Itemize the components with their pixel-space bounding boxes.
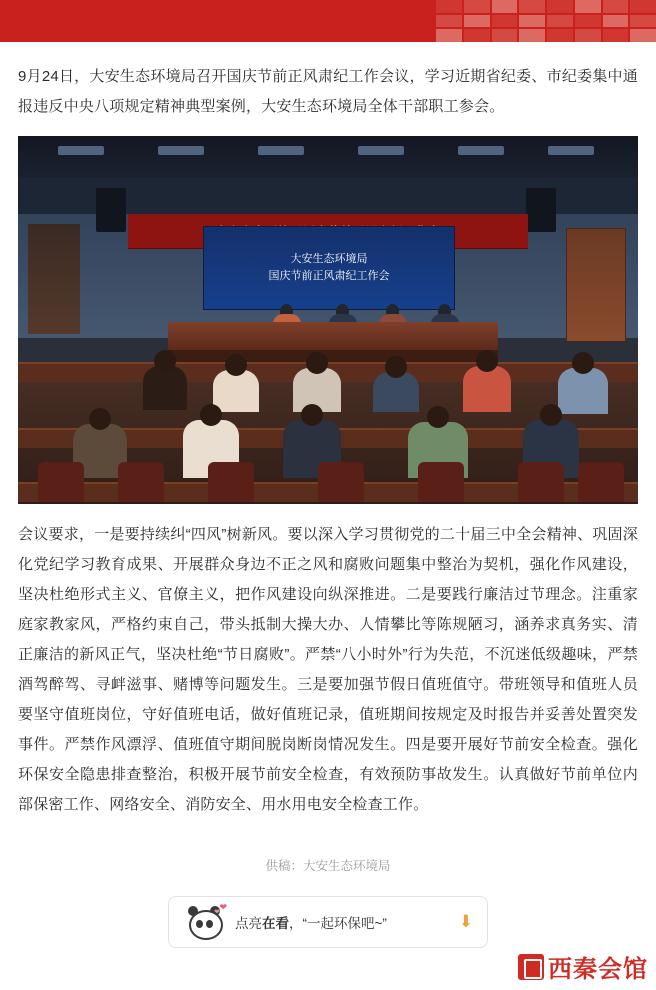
photo-side-door-right [566, 228, 626, 342]
cta-text-bold: 在看 [262, 916, 289, 931]
watermark-text: 西秦会馆 [548, 956, 648, 983]
cta-text-prefix: 点亮 [235, 916, 262, 931]
cta-text [235, 912, 387, 932]
down-arrow-icon: ⬇ [458, 912, 473, 931]
cta-text-suffix: ，“一起环保吧~” [289, 916, 387, 931]
wow-cta-button[interactable] [168, 896, 488, 948]
panda-icon: ❤ ❤ [183, 902, 229, 942]
article-paragraph-2: 会议要求，一是要持续纠“四风”树新风。要以深入学习贯彻党的二十届三中全会精神、巩固深化党纪学习教育成果、开展群众身边不正之风和腐败问题集中整治为契机，强化作风建设，坚决杜绝形式主义、官僚主义，把作风建设向纵深推进。二是要践行廉洁过节理念。注重家庭家教家风，严格约束自己，带头抵制大操大办、人情攀比等陈规陋习，涵养求真务实、清正廉洁的新风正气，坚决杜绝“节日腐败”。严禁“八小时外”行为失范，不沉迷低级趣味，严禁酒驾醉驾、寻衅滋事、赌博等问题发生。三是要加强节假日值班值守。带班领导和值班人员要坚守值班岗位，守好值班电话，做好值班记录，值班期间按规定及时报告并妥善处置突发事件。严禁作风漂浮、值班值守期间脱岗断岗情况发生。四是要开展好节前安全检查。强化环保安全隐患排查整治，积极开展节前安全检查，有效预防事故发生。认真做好节前单位内部保密工作、网络安全、消防安全、用水用电安全检查工作。 [18, 526, 638, 813]
site-watermark [518, 949, 648, 984]
banner-decoration [436, 0, 656, 42]
meeting-photo [18, 136, 638, 504]
top-banner [0, 0, 656, 42]
photo-speaker-right [526, 188, 556, 232]
photo-speaker-left [96, 188, 126, 232]
photo-presidium-table [168, 322, 498, 350]
watermark-logo-icon [518, 954, 544, 980]
article-paragraph-1: 9月24日，大安生态环境局召开国庆节前正风肃纪工作会议，学习近期省纪委、市纪委集中通报违反中央八项规定精神典型案例，大安生态环境局全体干部职工参会。 [18, 68, 638, 115]
photo-ceiling-lights [18, 140, 638, 170]
article-source: 供稿：大安生态环境局 [265, 859, 391, 873]
photo-screen-line-2: 国庆节前正风肃纪工作会 [268, 270, 390, 282]
photo-side-door-left [28, 224, 80, 334]
photo-screen-line-1: 大安生态环境局 [290, 253, 368, 265]
photo-projection-screen [203, 226, 455, 310]
photo-presidium-front [168, 350, 498, 362]
article-content [0, 42, 656, 976]
photo-audience-area [18, 362, 638, 504]
